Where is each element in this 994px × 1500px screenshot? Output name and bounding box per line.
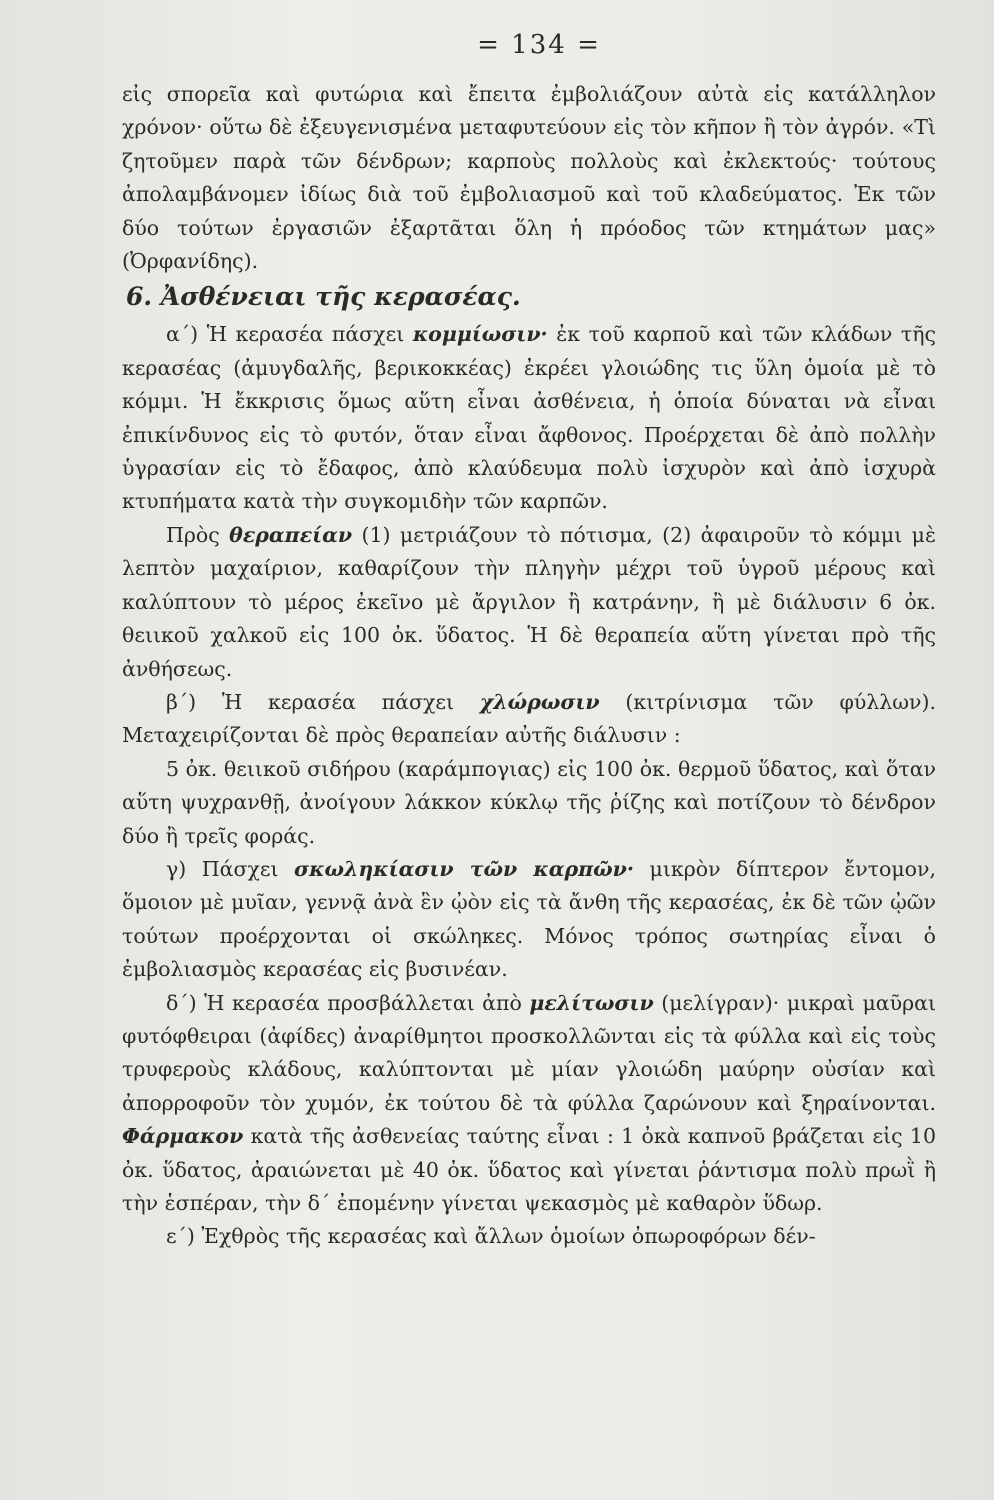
paragraph-fruit-worms bbox=[122, 853, 936, 987]
paragraph-chlorosis bbox=[122, 686, 936, 753]
term-chlorosis: χλώρωσιν bbox=[479, 689, 600, 714]
paragraph-gummosis-pre: α΄) Ἡ κερασέα πάσχει bbox=[166, 322, 413, 347]
paragraph-gummosis-post: ἐκ τοῦ καρποῦ καὶ τῶν κλάδων τῆς κερασέας (ἀμυγδαλῆς, βερικοκκέας) ἐκρέει γλοιώδης τις ὕλη ὁμοία μὲ τὸ κόμμι. Ἡ ἔκκρισις ὅμως αὕτη εἶναι ἀσθένεια, ἡ ὁποία δύναται νὰ εἶναι ἐπικίνδυνος εἰς τὸ φυτόν, ὅταν εἶναι ἄφθονος. Προέρχεται δὲ ἀπὸ πολλὴν ὑγρασίαν εἰς τὸ ἔδαφος, ἀπὸ κλαύδευμα πολὺ ἰσχυρὸν καὶ ἀπὸ ἰσχυρὰ κτυπήματα κατὰ τὴν συγκομιδὴν τῶν καρπῶν. bbox=[122, 322, 936, 514]
page-number: = 134 = bbox=[477, 30, 601, 60]
intro-paragraph: εἰς σπορεῖα καὶ φυτώρια καὶ ἔπειτα ἐμβολιάζουν αὐτὰ εἰς κατάλληλον χρόνον· οὕτω δὲ ἐξευγενισμένα μεταφυτεύουν εἰς τὸν κῆπον ἢ τὸν ἀγρόν. «Τὶ ζητοῦμεν παρὰ τῶν δένδρων; καρποὺς πολλοὺς καὶ ἐκλεκτούς· τούτους ἀπολαμβάνομεν ἰδίως διὰ τοῦ ἐμβολιασμοῦ καὶ τοῦ κλαδεύματος. Ἐκ τῶν δύο τούτων ἐργασιῶν ἐξαρτᾶται ὅλη ἡ πρόοδος τῶν κτημάτων μας» (Ὀρφανίδης). bbox=[122, 82, 936, 274]
paragraph-chlorosis-post: (κιτρίνισμα τῶν φύλλων). Μεταχειρίζονται δὲ πρὸς θεραπείαν αὐτῆς διάλυσιν : bbox=[122, 689, 936, 748]
paragraph-enemy: ε΄) Ἐχθρὸς τῆς κερασέας καὶ ἄλλων ὁμοίων ὀπωροφόρων δέν- bbox=[166, 1224, 816, 1249]
paragraph-treatment-post: (1) μετριάζουν τὸ πότισμα, (2) ἀφαιροῦν τὸ κόμμι μὲ λεπτὸν μαχαίριον, καθαρίζουν τὴν πληγὴν μέχρι τοῦ ὑγροῦ μέρους καὶ καλύπτουν τὸ μέρος ἐκεῖνο μὲ ἄργιλον ἢ κατράνην, ἢ μὲ διάλυσιν 6 ὀκ. θειικοῦ χαλκοῦ εἰς 100 ὀκ. ὕδατος. Ἡ δὲ θεραπεία αὕτη γίνεται πρὸ τῆς ἀνθήσεως. bbox=[122, 522, 936, 681]
paragraph-treatment-pre: Πρὸς bbox=[166, 522, 230, 547]
paragraph-honeydew-post: κατὰ τῆς ἀσθενείας ταύτης εἶναι : 1 ὀκὰ καπνοῦ βράζεται εἰς 10 ὀκ. ὕδατος, ἀραιώνεται μὲ 40 ὀκ. ὕδατος καὶ γίνεται ῥάντισμα πολὺ πρωῒ ἢ τὴν ἑσπέραν, τὴν δ΄ ἐπομένην γίνεται ψεκασμὸς μὲ καθαρὸν ὕδωρ. bbox=[122, 1124, 936, 1215]
paragraph-chlorosis-pre: β΄) Ἡ κερασέα πάσχει bbox=[166, 689, 480, 714]
term-honeydew: μελίτωσιν bbox=[529, 990, 654, 1015]
term-remedy: Φάρμακον bbox=[122, 1124, 244, 1149]
paragraph-honeydew-mid: (μελίγραν)· μικραὶ μαῦραι φυτόφθειραι (ἀφίδες) ἀναρίθμητοι προσκολλῶνται εἰς τὰ φύλλα καὶ εἰς τοὺς τρυφεροὺς κλάδους, καλύπτονται μὲ μίαν γλοιώδη μαύρην οὐσίαν καὶ ἀπορροφοῦν τὸν χυμόν, ἐκ τούτου δὲ τὰ φύλλα ζαρώνουν καὶ ξηραίνονται. bbox=[122, 990, 936, 1115]
term-gummosis: κομμίωσιν· bbox=[412, 322, 548, 347]
paragraph-worms-post: μικρὸν δίπτερον ἔντομον, ὅμοιον μὲ μυῖαν, γεννᾷ ἀνὰ ἓν ᾠὸν εἰς τὰ ἄνθη τῆς κερασέας, ἐκ δὲ τῶν ᾠῶν τούτων προέρχονται οἱ σκώληκες. Μόνος τρόπος σωτηρίας εἶναι ὁ ἐμβολιασμὸς κερασέας εἰς βυσινέαν. bbox=[122, 856, 936, 982]
term-fruit-worms: σκωληκίασιν τῶν καρπῶν· bbox=[294, 856, 635, 881]
paragraph-chlorosis-formula: 5 ὀκ. θειικοῦ σιδήρου (καράμπογιας) εἰς 100 ὀκ. θερμοῦ ὕδατος, καὶ ὅταν αὕτη ψυχρανθῇ, ἀνοίγουν λάκκον κύκλῳ τῆς ῥίζης καὶ ποτίζουν τὸ δένδρον δύο ἢ τρεῖς φοράς. bbox=[122, 756, 936, 848]
section-heading: 6. Ἀσθένειαι τῆς κερασέας. bbox=[126, 282, 521, 312]
paragraph-honeydew bbox=[122, 987, 936, 1221]
paragraph-honeydew-pre: δ΄) Ἡ κερασέα προσβάλλεται ἀπὸ bbox=[166, 990, 530, 1015]
paragraph-gummosis-treatment bbox=[122, 519, 936, 686]
paragraph-worms-pre: γ) Πάσχει bbox=[166, 856, 295, 881]
term-treatment: θεραπείαν bbox=[229, 522, 353, 547]
paragraph-gummosis bbox=[122, 318, 936, 518]
